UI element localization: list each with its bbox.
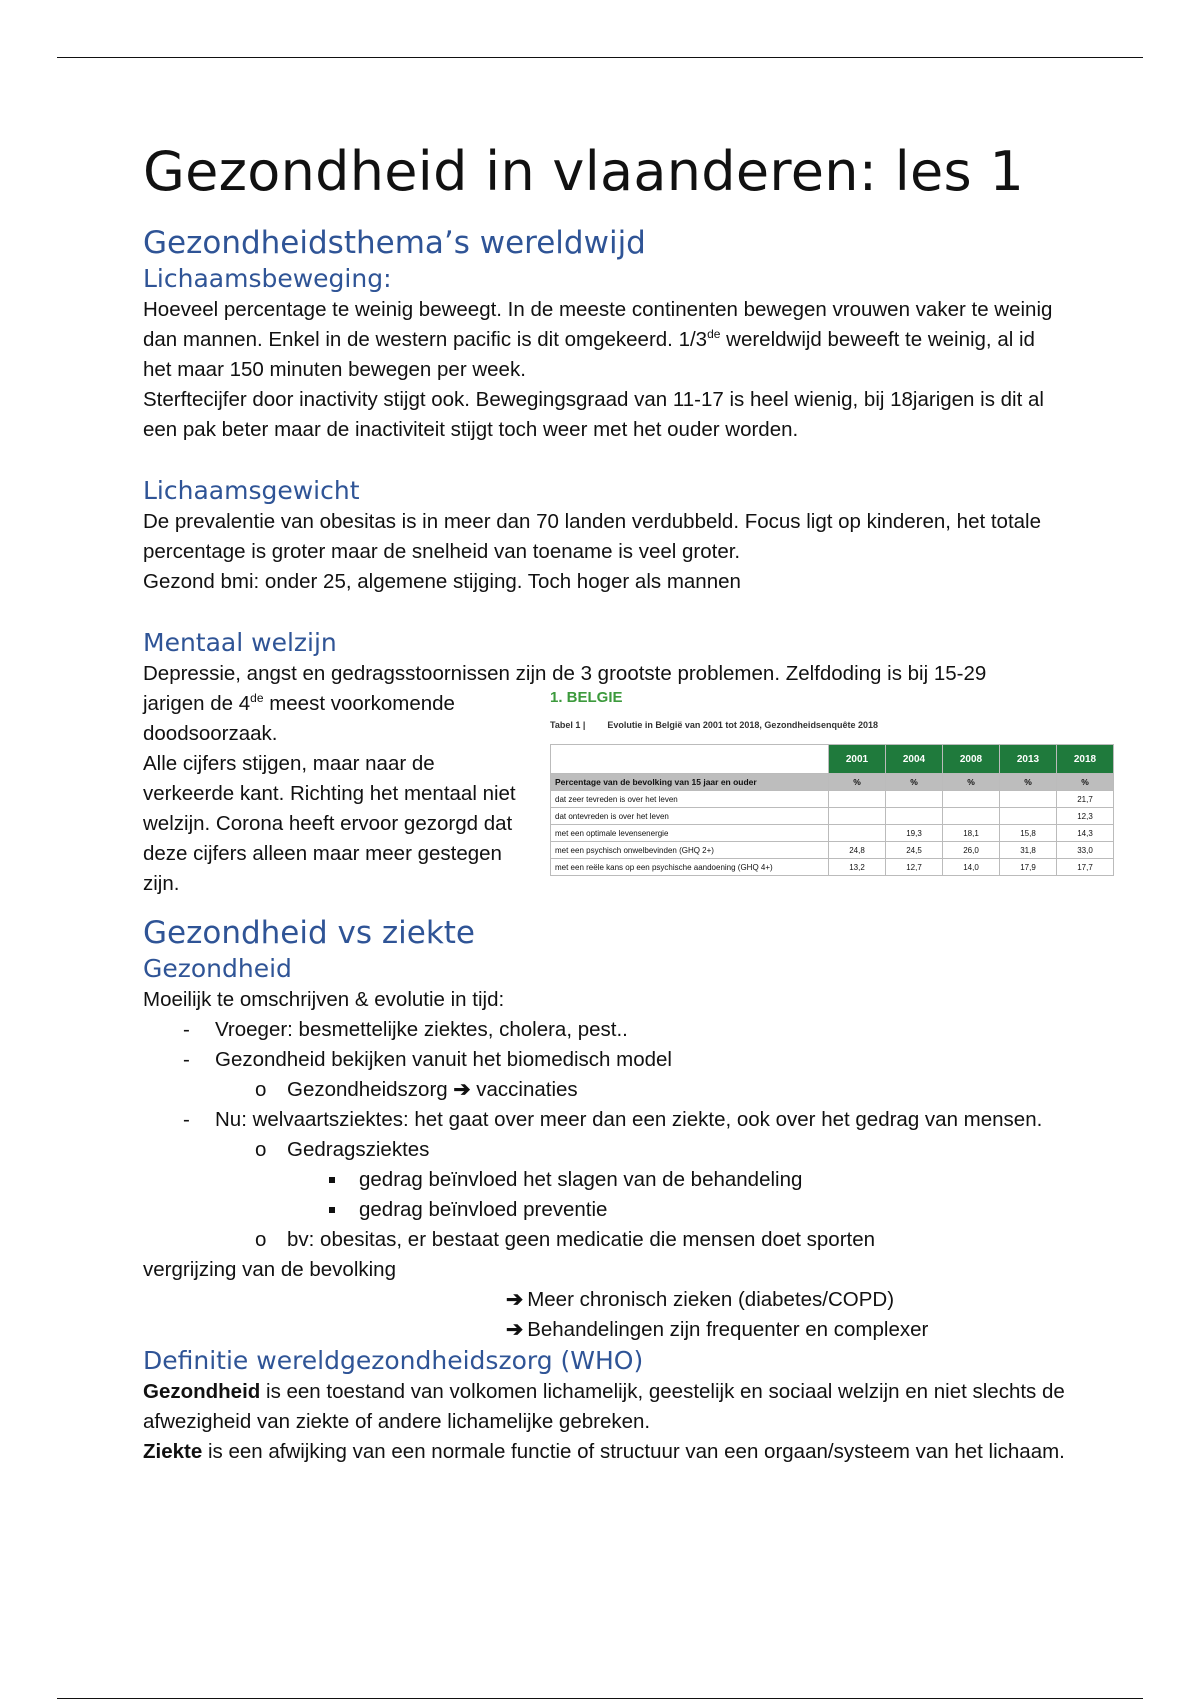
subheading-gezondheid: Gezondheid — [143, 954, 292, 983]
paragraph-gewicht-2: Gezond bmi: onder 25, algemene stijging. Toch hoger als mannen — [143, 570, 741, 593]
year-header: 2008 — [943, 745, 1000, 774]
list-item: o Gezondheidszorg ➔ vaccinaties — [255, 1075, 1068, 1105]
arrow-icon: ➔ — [453, 1078, 471, 1101]
subheading-lichaamsgewicht: Lichaamsgewicht — [143, 476, 360, 505]
list-item: - Vroeger: besmettelijke ziektes, cholera, pest.. — [183, 1015, 1068, 1045]
table-row: dat zeer tevreden is over het leven 21,7 — [551, 791, 1114, 808]
paragraph-beweging-1: Hoeveel percentage te weinig beweegt. In de meeste continenten bewegen vrouwen vaker te weinig dan mannen. Enkel in de western pacific is dit omgekeerd. 1/3de wereldwijd beweeft te weinig, al id het maar 150 minuten bewegen per week. — [143, 298, 1053, 381]
year-header: 2018 — [1057, 745, 1114, 774]
belgie-table-figure — [550, 689, 1122, 876]
list-item: gedrag beïnvloed preventie — [327, 1195, 1068, 1225]
table-subheader: Percentage van de bevolking van 15 jaar en ouder — [551, 774, 829, 791]
paragraph-gezondheid-intro: Moeilijk te omschrijven & evolutie in tijd: — [143, 988, 505, 1011]
evolution-table: 2001 2004 2008 2013 2018 Percentage van de bevolking van 15 jaar en ouder % % % % % dat zeer tevreden is over het leven 21,7 dat ontevreden is over het leven 12,3 met een optimale levensenergie 19,3 18,1 15,8 14,3 met een psychisch onwelbevinden (GHQ 2+) 24,8 24,5 26,0 31,8 33,0 met een reële kans op een psychische aandoening (GHQ 4+) 13,2 12,7 14,0 17,9 17,7 — [550, 744, 1114, 876]
paragraph-mentaal-2: jarigen de 4de meest voorkomende doodsoorzaak. — [143, 691, 455, 745]
paragraph-mentaal-3: Alle cijfers stijgen, maar naar de verkeerde kant. Richting het mentaal niet welzijn. Corona heeft ervoor gezorgd dat deze cijfers alleen maar meer gestegen zijn. — [143, 752, 516, 895]
list-item: gedrag beïnvloed het slagen van de behandeling — [327, 1165, 1068, 1195]
list-item: - Gezondheid bekijken vanuit het biomedisch model o Gezondheidszorg ➔ vaccinaties — [183, 1045, 1068, 1105]
year-header: 2001 — [829, 745, 886, 774]
paragraph-gewicht-1: De prevalentie van obesitas is in meer dan 70 landen verdubbeld. Focus ligt op kinderen, het totale percentage is groter maar de snelheid van toename is veel groter. — [143, 510, 1042, 563]
year-header: 2004 — [886, 745, 943, 774]
arrow-icon: ➔ — [506, 1318, 524, 1341]
paragraph-who-ziekte: Ziekte is een afwijking van een normale functie of structuur van een orgaan/systeem van het lichaam. — [143, 1440, 1065, 1463]
year-header: 2013 — [1000, 745, 1057, 774]
bottom-rule — [57, 1698, 1143, 1699]
paragraph-mentaal-1: Depressie, angst en gedragsstoornissen zijn de 3 grootste problemen. Zelfdoding is bij 15-29 — [143, 662, 987, 685]
gezondheid-list — [143, 1015, 1068, 1255]
section-heading-gezondheid-vs-ziekte: Gezondheid vs ziekte — [143, 915, 476, 951]
subheading-who-definitie: Definitie wereldgezondheidszorg (WHO) — [143, 1346, 644, 1375]
arrow-icon: ➔ — [506, 1288, 524, 1311]
arrow-line-2: ➔ Behandelingen zijn frequenter en complexer — [506, 1318, 929, 1341]
page-title: Gezondheid in vlaanderen: les 1 — [143, 140, 1025, 203]
figure-title: 1. BELGIE — [550, 689, 623, 706]
table-row: met een optimale levensenergie 19,3 18,1 15,8 14,3 — [551, 825, 1114, 842]
top-rule — [57, 57, 1143, 58]
list-item: - Nu: welvaartsziektes: het gaat over meer dan een ziekte, ook over het gedrag van mensen. o Gedragsziektes gedrag beïnvloed het slagen van de behandeling gedrag beïnvloed preventie o bv: obesitas, er bestaat geen medicatie die mensen doet sporten — [183, 1105, 1068, 1255]
list-item: o bv: obesitas, er bestaat geen medicatie die mensen doet sporten — [255, 1225, 1068, 1255]
table-row: dat ontevreden is over het leven 12,3 — [551, 808, 1114, 825]
document-page — [143, 140, 1097, 1467]
paragraph-who-gezondheid: Gezondheid is een toestand van volkomen lichamelijk, geestelijk en sociaal welzijn en niet slechts de afwezigheid van ziekte of andere lichamelijke gebreken. — [143, 1380, 1065, 1433]
table-row: met een psychisch onwelbevinden (GHQ 2+) 24,8 24,5 26,0 31,8 33,0 — [551, 842, 1114, 859]
list-item: o Gedragsziektes gedrag beïnvloed het slagen van de behandeling gedrag beïnvloed preventie — [255, 1135, 1068, 1225]
arrow-line-1: ➔ Meer chronisch zieken (diabetes/COPD) — [506, 1288, 895, 1311]
subheading-lichaamsbeweging: Lichaamsbeweging: — [143, 264, 392, 293]
paragraph-beweging-2: Sterftecijfer door inactivity stijgt ook. Bewegingsgraad van 11-17 is heel wienig, bij 18jarigen is dit al een pak beter maar de inactiviteit stijgt toch weer met het ouder worden. — [143, 388, 1044, 441]
figure-caption: Tabel 1 | Evolutie in België van 2001 tot 2018, Gezondheidsenquête 2018 — [550, 720, 878, 730]
paragraph-vergrijzing: vergrijzing van de bevolking — [143, 1258, 396, 1281]
table-row: met een reële kans op een psychische aandoening (GHQ 4+) 13,2 12,7 14,0 17,9 17,7 — [551, 859, 1114, 876]
section-heading-gezondheidsthemas: Gezondheidsthema’s wereldwijd — [143, 225, 646, 261]
subheading-mentaal-welzijn: Mentaal welzijn — [143, 628, 337, 657]
